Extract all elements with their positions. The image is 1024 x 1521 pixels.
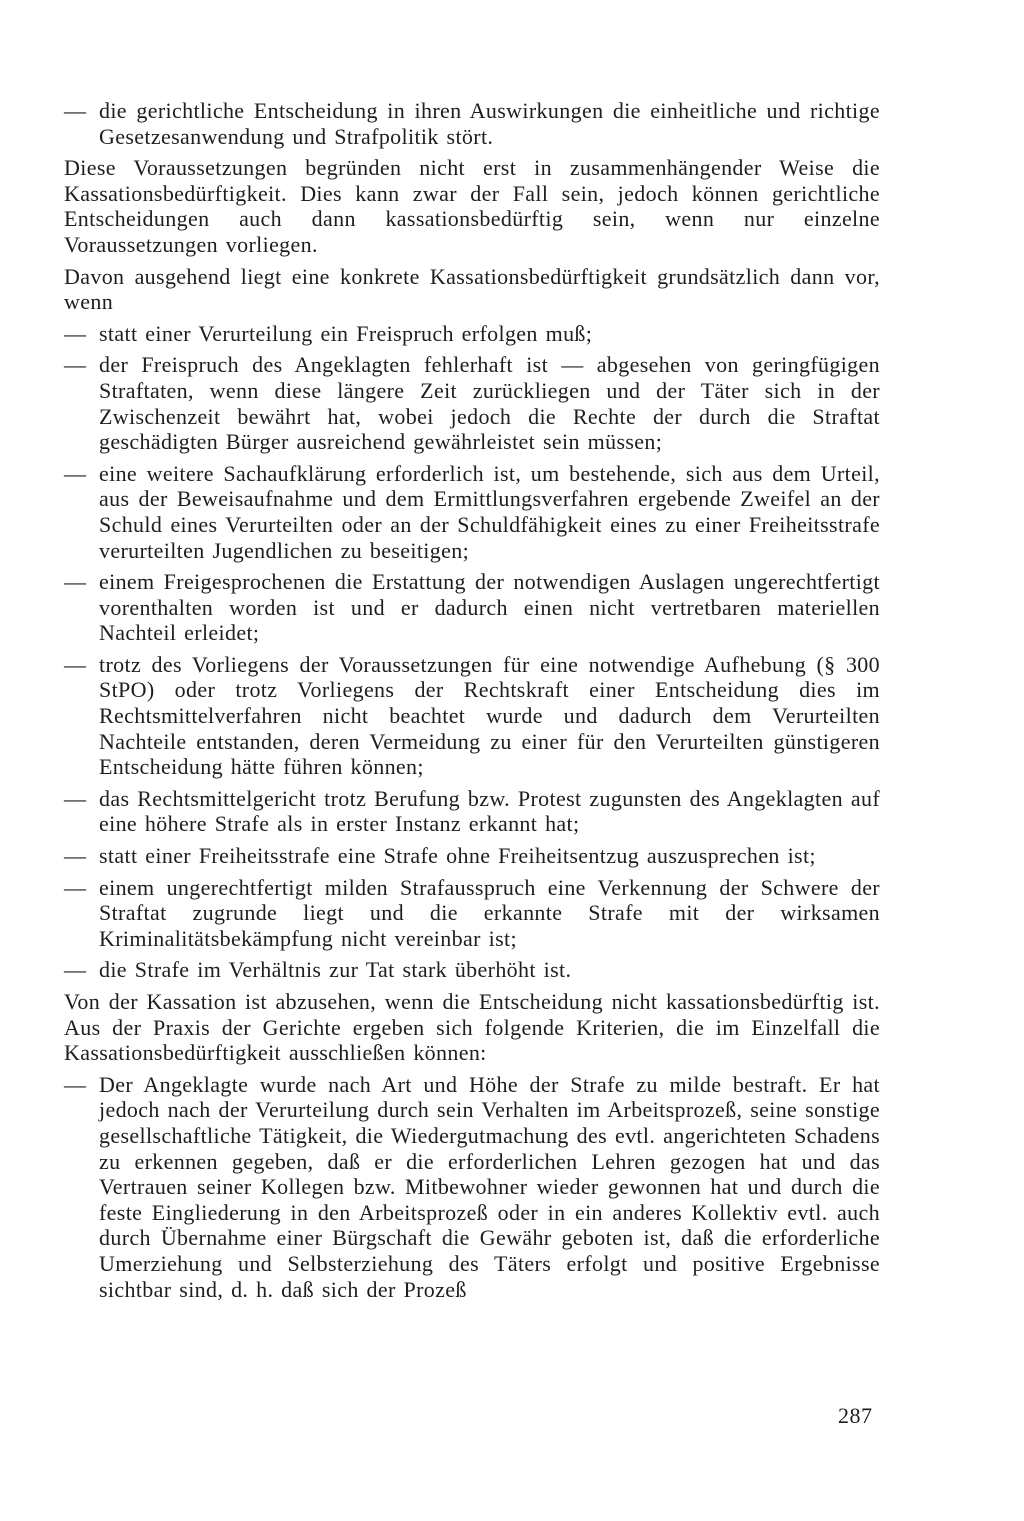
list-item bbox=[64, 352, 880, 454]
list-item bbox=[64, 461, 880, 563]
list-item bbox=[64, 652, 880, 780]
list-item bbox=[64, 843, 880, 869]
dash-bullet: — bbox=[64, 957, 87, 983]
dash-bullet: — bbox=[64, 785, 87, 811]
list-item bbox=[64, 957, 880, 983]
list-item bbox=[64, 98, 880, 149]
dash-list bbox=[64, 321, 880, 983]
dash-bullet: — bbox=[64, 569, 87, 595]
list-item-text: trotz des Vorliegens der Voraussetzungen für eine notwendige Aufhebung (§ 300 StPO) oder trotz Vorliegens der Rechtskraft einer Entscheidung dies im Rechtsmittelverfahren nicht beachtet wurde und dadurch dem Verurteilten Nachteile entstanden, deren Vermeidung zu einer für den Verurteilten günstigeren Entscheidung hätte führen können; bbox=[99, 651, 880, 780]
paragraph: Diese Voraussetzungen begründen nicht erst in zusammenhängender Weise die Kassationsbedürftigkeit. Dies kann zwar der Fall sein, jedoch können gerichtliche Entscheidungen auch dann kassationsbedürftig sein, wenn nur einzelne Voraussetzungen vorliegen. bbox=[64, 155, 880, 257]
page-number: 287 bbox=[838, 1403, 873, 1428]
list-item-text: einem ungerechtfertigt milden Strafausspruch eine Verkennung der Schwere der Straftat zugrunde liegt und die erkannte Strafe mit der wirksamen Kriminalitätsbekämpfung nicht vereinbar ist; bbox=[99, 874, 880, 951]
list-item-text: statt einer Freiheitsstrafe eine Strafe ohne Freiheitsentzug auszusprechen ist; bbox=[99, 843, 816, 869]
dash-bullet: — bbox=[64, 352, 87, 378]
list-item-text: statt einer Verurteilung ein Freispruch erfolgen muß; bbox=[99, 320, 593, 346]
dash-bullet: — bbox=[64, 874, 87, 900]
list-item-text: eine weitere Sachaufklärung erforderlich ist, um bestehende, sich aus dem Urteil, aus der Beweisaufnahme und dem Ermittlungsverfahren ergebende Zweifel an der Schuld eines Verurteilten oder an der Schuldfähigkeit eines zu einer Freiheitsstrafe verurteilten Jugendlichen zu beseitigen; bbox=[99, 460, 880, 563]
dash-list bbox=[64, 1072, 880, 1302]
list-item-text: die Strafe im Verhältnis zur Tat stark überhöht ist. bbox=[99, 957, 572, 983]
list-item-text: die gerichtliche Entscheidung in ihren Auswirkungen die einheitliche und richtige Gesetzesanwendung und Strafpolitik stört. bbox=[99, 98, 880, 149]
dash-bullet: — bbox=[64, 1071, 87, 1097]
list-item bbox=[64, 786, 880, 837]
list-item-text: das Rechtsmittelgericht trotz Berufung bzw. Protest zugunsten des Angeklagten auf eine höhere Strafe als in erster Instanz erkannt hat; bbox=[99, 785, 880, 837]
paragraph: Davon ausgehend liegt eine konkrete Kassationsbedürftigkeit grundsätzlich dann vor, wenn bbox=[64, 263, 880, 315]
list-item bbox=[64, 875, 880, 952]
list-item bbox=[64, 321, 880, 347]
dash-bullet: — bbox=[64, 651, 87, 677]
dash-bullet: — bbox=[64, 320, 87, 346]
list-item-text: Der Angeklagte wurde nach Art und Höhe der Strafe zu milde bestraft. Er hat jedoch nach der Verurteilung durch sein Verhalten im Arbeitsprozeß, seine sonstige gesellschaftliche Tätigkeit, die Wiedergutmachung des evtl. angerichteten Schadens zu erkennen gegeben, daß er die erforderlichen Lehren gezogen hat und das Vertrauen seiner Kollegen bzw. Mitbewohner wieder gewonnen hat und durch die feste Eingliederung in den Arbeitsprozeß oder in ein anderes Kollektiv evtl. auch durch Übernahme einer Bürgschaft die Gewähr geboten ist, daß die erforderliche Umerziehung und Selbsterziehung des Täters erfolgt und positive Ergebnisse sichtbar sind, d. h. daß sich der Prozeß bbox=[99, 1071, 880, 1302]
dash-bullet: — bbox=[64, 843, 87, 869]
dash-bullet: — bbox=[64, 98, 87, 123]
list-item-text: einem Freigesprochenen die Erstattung der notwendigen Auslagen ungerechtfertigt vorenthalten worden ist und er dadurch einen nicht vertretbaren materiellen Nachteil erleidet; bbox=[99, 569, 880, 646]
paragraph: Von der Kassation ist abzusehen, wenn die Entscheidung nicht kassationsbedürftig ist. Aus der Praxis der Gerichte ergeben sich folgende Kriterien, die im Einzelfall die Kassationsbedürftigkeit ausschließen können: bbox=[64, 989, 880, 1066]
dash-bullet: — bbox=[64, 460, 87, 486]
page-body bbox=[64, 98, 880, 1308]
list-item bbox=[64, 569, 880, 646]
list-item-text: der Freispruch des Angeklagten fehlerhaft ist — abgesehen von geringfügigen Straftaten, wenn diese längere Zeit zurückliegen und der Täter sich in der Zwischenzeit bewährt hat, wobei jedoch die Rechte der durch die Straftat geschädigten Bürger ausreichend gewährleistet sein müssen; bbox=[99, 352, 880, 455]
dash-list bbox=[64, 98, 880, 149]
list-item bbox=[64, 1072, 880, 1302]
